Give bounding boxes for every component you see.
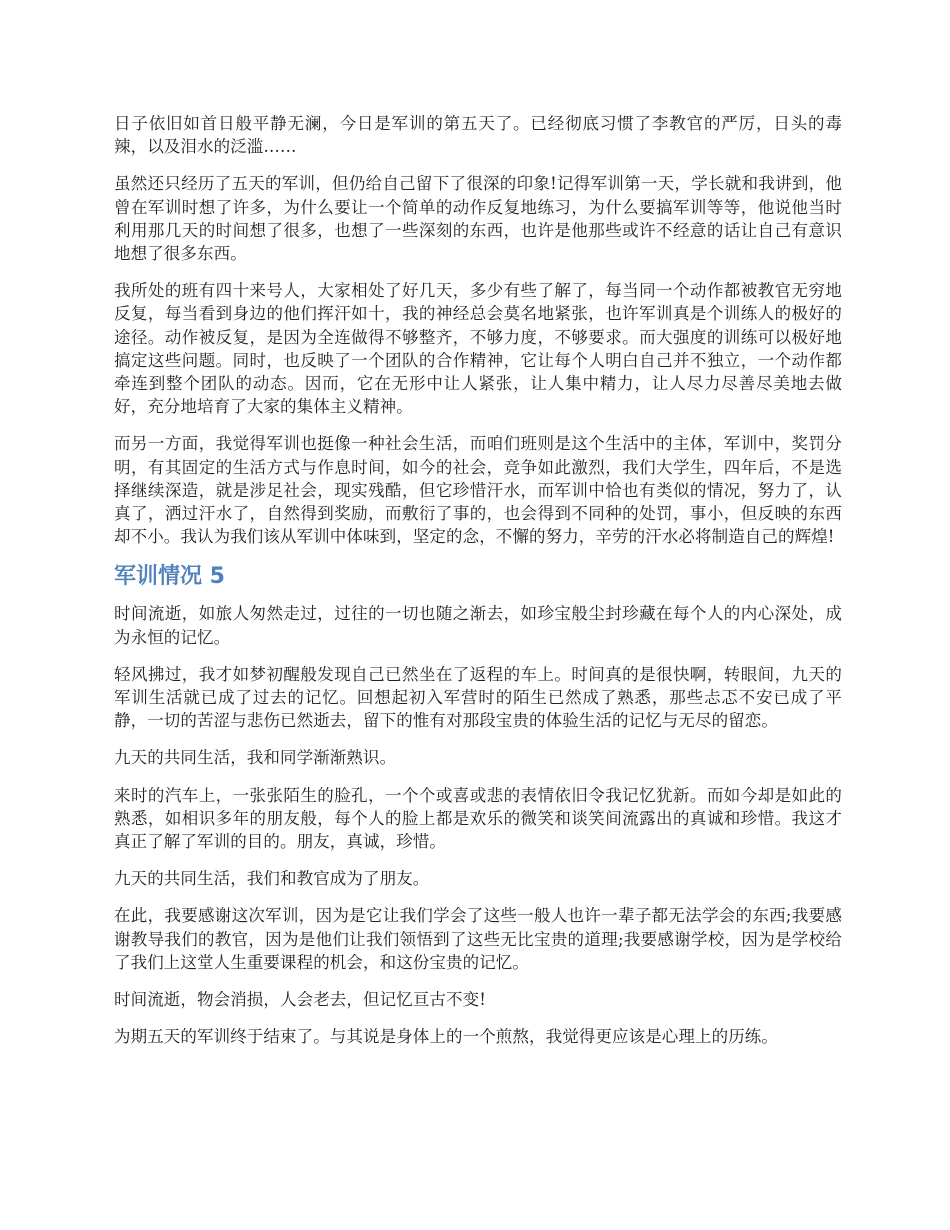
document-page [114, 112, 842, 1063]
paragraph: 九天的共同生活，我和同学渐渐熟识。 [114, 748, 397, 768]
paragraph: 我所处的班有四十来号人，大家相处了好几天，多少有些了解了，每当同一个动作都被教官无穷地反复，每当看到身边的他们挥汗如十，我的神经总会莫名地紧张，也许军训真是个训练人的极好的途径。动作被反复，是因为全连做得不够整齐，不够力度，不够要求。而大强度的训练可以极好地搞定这些问题。同时，也反映了一个团队的合作精神，它让每个人明白自己并不独立，一个动作都牵连到整个团队的动态。因而，它在无形中让人紧张，让人集中精力，让人尽力尽善尽美地去做好，充分地培育了大家的集体主义精神。 [114, 281, 842, 417]
paragraph: 日子依旧如首日般平静无澜，今日是军训的第五天了。已经彻底习惯了李教官的严厉，日头的毒辣，以及泪水的泛滥…… [114, 114, 842, 157]
paragraph: 虽然还只经历了五天的军训，但仍给自己留下了很深的印象!记得军训第一天，学长就和我讲到，他曾在军训时想了许多，为什么要让一个简单的动作反复地练习，为什么要搞军训等等，他说他当时利用那几天的时间想了很多，也想了一些深刻的东西，也许是他那些或许不经意的话让自己有意识地想了很多东西。 [114, 174, 842, 264]
paragraph: 为期五天的军训终于结束了。与其说是身体上的一个煎熬，我觉得更应该是心理上的历练。 [114, 1027, 778, 1047]
paragraph: 而另一方面，我觉得军训也挺像一种社会生活，而咱们班则是这个生活中的主体，军训中，奖罚分明，有其固定的生活方式与作息时间，如今的社会，竞争如此激烈，我们大学生，四年后，不是选择继续深造，就是涉足社会，现实残酷，但它珍惜汗水，而军训中恰也有类似的情况，努力了，认真了，洒过汗水了，自然得到奖励，而敷衍了事的，也会得到不同种的处罚，事小，但反映的东西却不小。我认为我们该从军训中体味到，坚定的念，不懈的努力，辛劳的汗水必将制造自己的辉煌! [114, 434, 842, 547]
section-day-five [114, 112, 842, 548]
section-heading: 军训情况 5 [114, 564, 225, 590]
section-military-training-5 [114, 602, 842, 1048]
paragraph: 九天的共同生活，我们和教官成为了朋友。 [114, 869, 430, 889]
paragraph: 来时的汽车上，一张张陌生的脸孔，一个个或喜或悲的表情依旧令我记忆犹新。而如今却是如此的熟悉，如相识多年的朋友般，每个人的脸上都是欢乐的微笑和谈笑间流露出的真诚和珍惜。我这才真正了解了军训的目的。朋友，真诚，珍惜。 [114, 785, 842, 852]
paragraph: 时间流逝，物会消损，人会老去，但记忆亘古不变! [114, 990, 486, 1010]
paragraph: 时间流逝，如旅人匆然走过，过往的一切也随之渐去，如珍宝般尘封珍藏在每个人的内心深处，成为永恒的记忆。 [114, 604, 842, 647]
paragraph: 在此，我要感谢这次军训，因为是它让我们学会了这些一般人也许一辈子都无法学会的东西;我要感谢教导我们的教官，因为是他们让我们领悟到了这些无比宝贵的道理;我要感谢学校，因为是学校给了我们上这堂人生重要课程的机会，和这份宝贵的记忆。 [114, 906, 842, 972]
paragraph: 轻风拂过，我才如梦初醒般发现自己已然坐在了返程的车上。时间真的是很快啊，转眼间，九天的军训生活就已成了过去的记忆。回想起初入军营时的陌生已然成了熟悉，那些忐忑不安已成了平静，一切的苦涩与悲伤已然逝去，留下的惟有对那段宝贵的体验生活的记忆与无尽的留恋。 [114, 664, 842, 731]
